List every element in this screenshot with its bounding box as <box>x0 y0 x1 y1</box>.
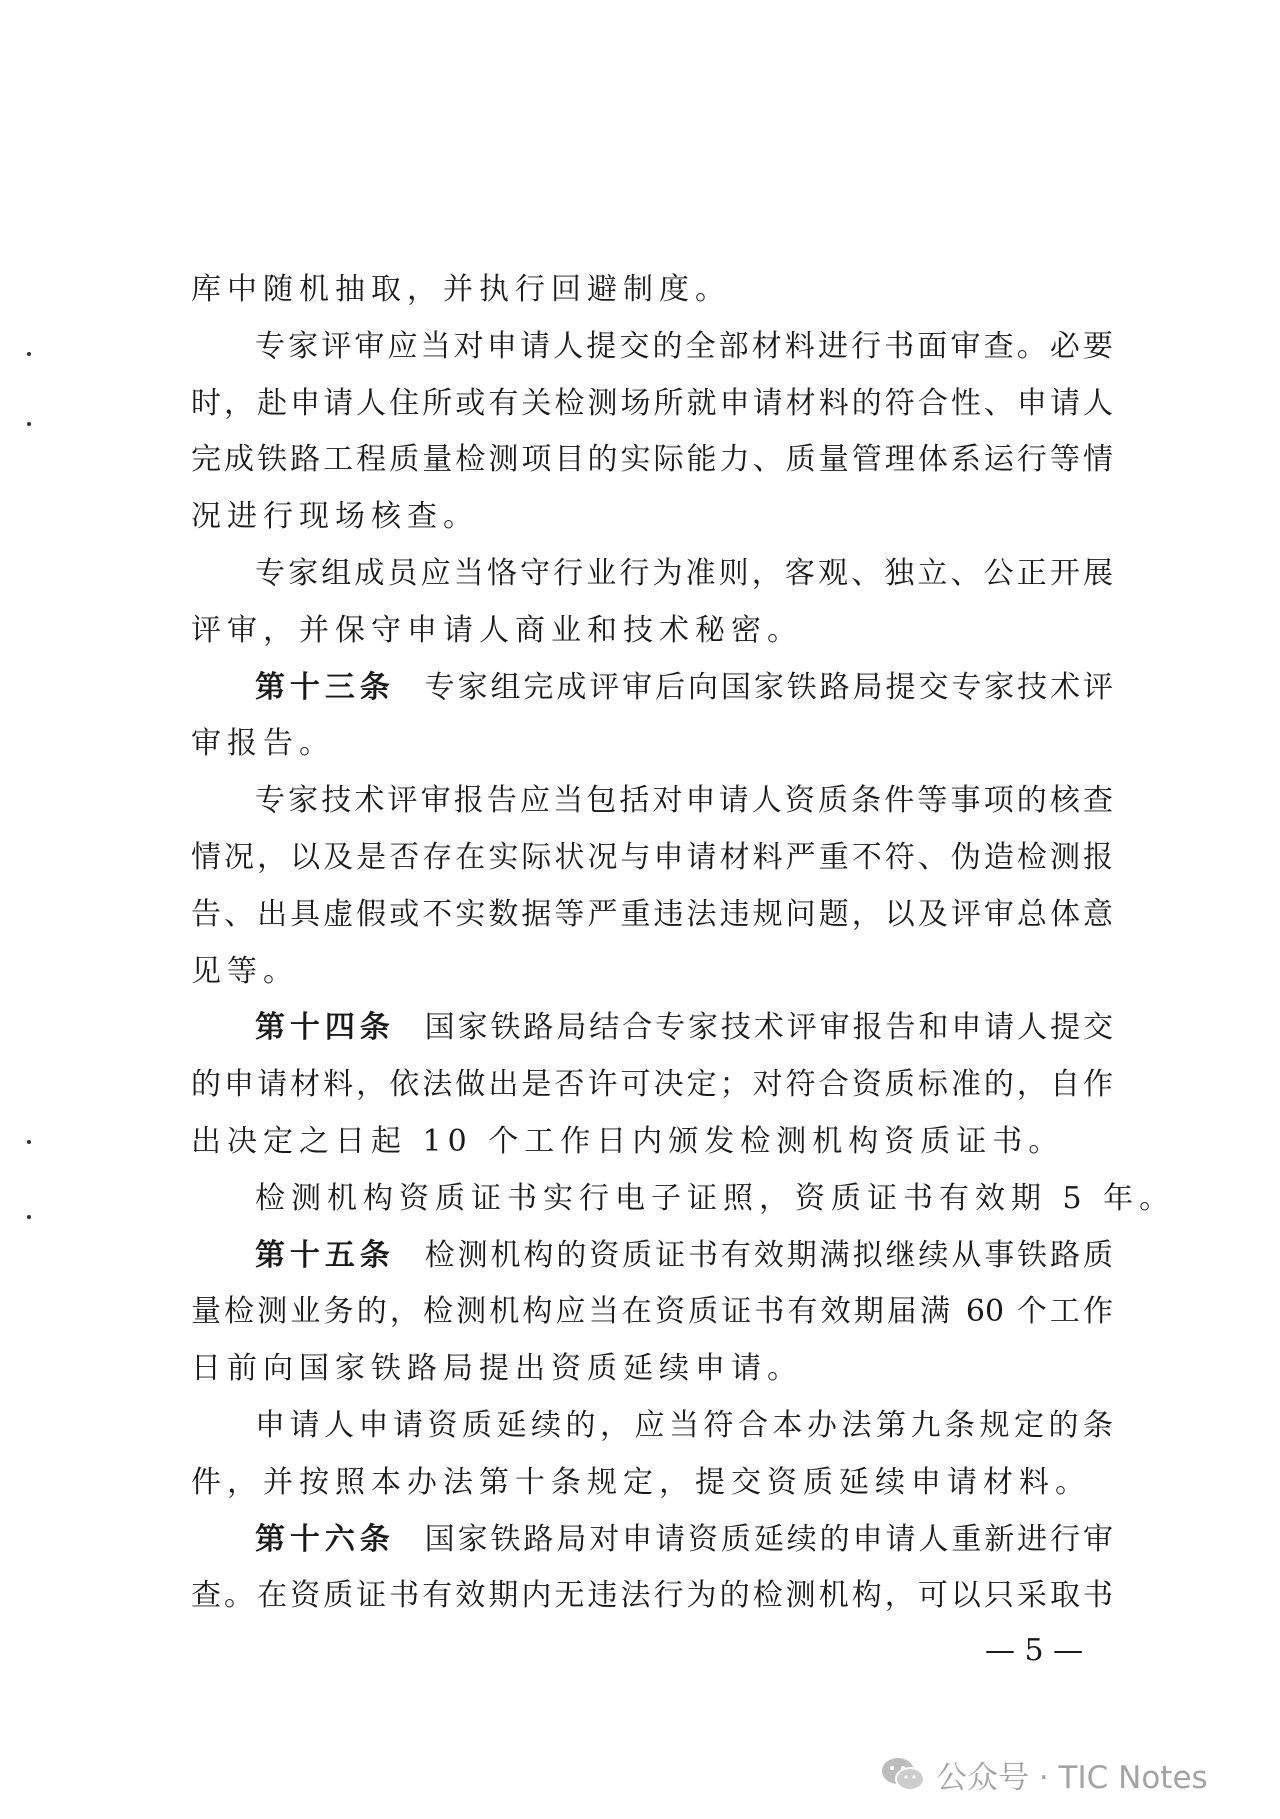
line-text: 件，并按照本办法第十条规定，提交资质延续申请材料。 <box>191 1464 1091 1500</box>
article-heading: 第十四条 <box>255 1010 395 1046</box>
line-text: 国家铁路局结合专家技术评审报告和申请人提交 <box>424 1010 1114 1046</box>
text-line <box>191 1341 1113 1398</box>
line-text: 审报告。 <box>191 726 335 762</box>
wechat-icon <box>880 1755 926 1795</box>
text-line <box>191 773 1113 830</box>
article-line <box>191 1000 1113 1057</box>
text-line <box>191 603 1113 660</box>
text-line <box>191 1455 1113 1512</box>
text-line <box>191 944 1113 1001</box>
article-heading: 第十六条 <box>255 1521 395 1557</box>
body-text <box>191 262 1176 1625</box>
text-line <box>191 1057 1113 1114</box>
line-text: 出决定之日起 10 个工作日内颁发检测机构资质证书。 <box>191 1123 1065 1159</box>
line-text: 专家组完成评审后向国家铁路局提交专家技术评 <box>424 669 1114 705</box>
line-text: 专家技术评审报告应当包括对申请人资质条件等事项的核查 <box>255 783 1113 819</box>
line-text: 时，赴申请人住所或有关检测场所就申请材料的符合性、申请人 <box>191 385 1113 421</box>
text-line <box>191 1568 1113 1625</box>
line-text: 情况，以及是否存在实际状况与申请材料严重不符、伪造检测报 <box>191 839 1113 875</box>
text-line <box>191 887 1113 944</box>
article-heading: 第十五条 <box>255 1237 395 1273</box>
text-line <box>191 376 1113 433</box>
article-line <box>191 1228 1113 1285</box>
text-line <box>191 1114 1113 1171</box>
text-line <box>191 1171 1176 1228</box>
text-line <box>191 1398 1113 1455</box>
line-text: 量检测业务的，检测机构应当在资质证书有效期届满 60 个工作 <box>191 1294 1113 1330</box>
line-text: 告、出具虚假或不实数据等严重违法违规问题，以及评审总体意 <box>191 896 1113 932</box>
line-text: 评审，并保守申请人商业和技术秘密。 <box>191 612 803 648</box>
line-text: 申请人申请资质延续的，应当符合本办法第九条规定的条 <box>255 1407 1113 1443</box>
binding-mark <box>27 352 31 356</box>
line-text: 专家组成员应当恪守行业行为准则，客观、独立、公正开展 <box>255 555 1113 591</box>
line-text: 况进行现场核查。 <box>191 499 479 535</box>
text-line <box>191 546 1113 603</box>
text-line <box>191 716 1113 773</box>
line-text: 国家铁路局对申请资质延续的申请人重新进行审 <box>424 1521 1114 1557</box>
line-text: 日前向国家铁路局提出资质延续申请。 <box>191 1351 803 1387</box>
page-number: — 5 — <box>985 1633 1084 1668</box>
line-text: 见等。 <box>191 953 299 989</box>
watermark <box>880 1752 1208 1797</box>
line-text: 查。在资质证书有效期内无违法行为的检测机构，可以只采取书 <box>191 1578 1113 1614</box>
line-text: 的申请材料，依法做出是否许可决定；对符合资质标准的，自作 <box>191 1067 1113 1103</box>
line-text: 专家评审应当对申请人提交的全部材料进行书面审查。必要 <box>255 328 1113 364</box>
article-heading: 第十三条 <box>255 669 395 705</box>
watermark-text: 公众号 · TIC Notes <box>936 1760 1208 1796</box>
line-text: 完成铁路工程质量检测项目的实际能力、质量管理体系运行等情 <box>191 442 1113 478</box>
line-text: 库中随机抽取，并执行回避制度。 <box>191 272 731 307</box>
text-line <box>191 262 1113 319</box>
text-line <box>191 1284 1113 1341</box>
binding-mark <box>27 1140 31 1144</box>
article-line <box>191 660 1113 717</box>
line-text: 检测机构资质证书实行电子证照，资质证书有效期 5 年。 <box>255 1180 1176 1216</box>
text-line <box>191 830 1113 887</box>
binding-mark <box>27 1215 31 1219</box>
article-line <box>191 1512 1113 1569</box>
text-line <box>191 489 1113 546</box>
text-line <box>191 432 1113 489</box>
binding-mark <box>27 422 31 426</box>
line-text: 检测机构的资质证书有效期满拟继续从事铁路质 <box>424 1237 1114 1273</box>
text-line <box>191 319 1113 376</box>
